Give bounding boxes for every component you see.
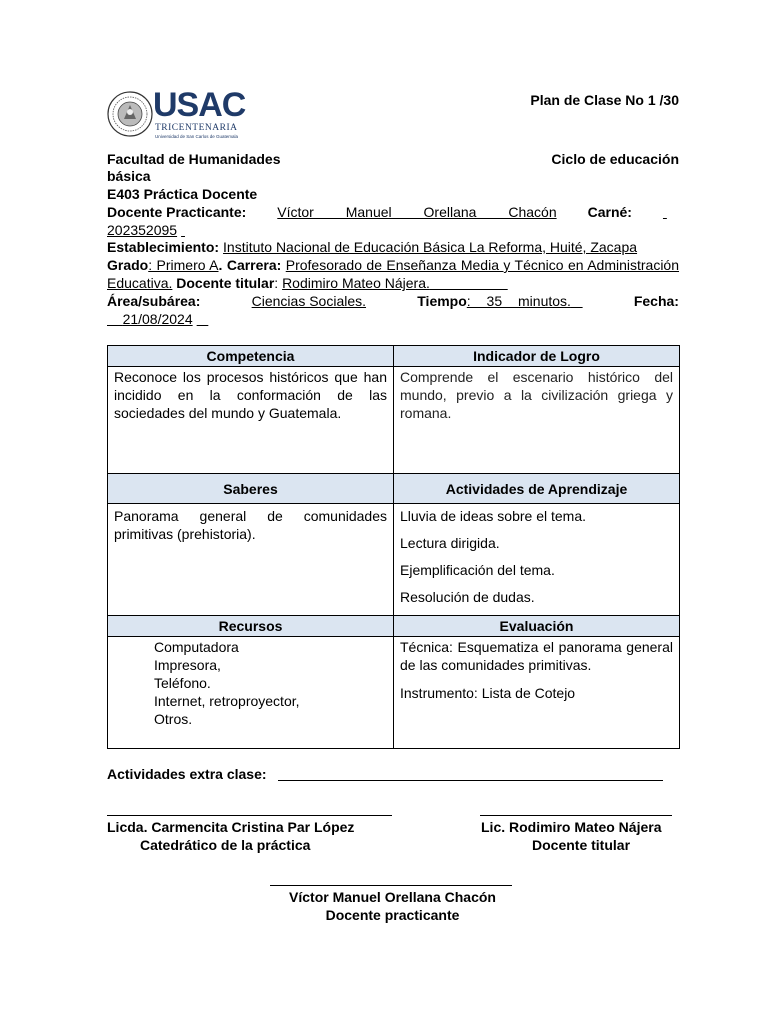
left-signer-role: Catedrático de la práctica (140, 837, 311, 853)
area-row (107, 292, 679, 310)
actividad-item: Lectura dirigida. (400, 535, 500, 551)
establecimiento-value: Instituto Nacional de Educación Básica La Reforma, Huité, Zacapa (223, 239, 638, 255)
docente-practicante-row (107, 203, 679, 221)
facultad-row (107, 150, 679, 168)
usac-logo (107, 86, 247, 142)
actividad-item: Resolución de dudas. (400, 589, 535, 605)
docente-titular-value: Rodimiro Mateo Nájera. (282, 275, 430, 291)
plan-title: Plan de Clase No 1 /30 (530, 92, 679, 108)
recurso-item: Computadora (154, 639, 239, 655)
left-signer-name: Licda. Carmencita Cristina Par López (107, 819, 355, 835)
fecha-value: 21/08/2024 (122, 311, 193, 327)
grado-label: Grado (107, 257, 149, 273)
fecha-label: Fecha: (633, 293, 679, 309)
docente-practicante-label: Docente Practicante: (107, 204, 247, 220)
carrera-value: Profesorado de Enseñanza Media y Técnico en Administración Educativa. (107, 257, 680, 291)
docente-practicante-value: Víctor Manuel Orellana Chacón (277, 204, 557, 220)
competencia-header: Competencia (108, 346, 394, 367)
actividades-cell (394, 504, 680, 616)
fecha-row (107, 310, 679, 328)
center-signer-name: Víctor Manuel Orellana Chacón (289, 889, 496, 905)
plan-table (107, 345, 680, 749)
extra-label: Actividades extra clase: (107, 766, 267, 782)
docente-titular-label: Docente titular (176, 275, 275, 291)
ciclo: Ciclo de educación (551, 151, 679, 167)
right-signature-line (480, 815, 672, 816)
logo-name: USAC (153, 86, 246, 124)
center-signer-role: Docente practicante (325, 907, 460, 923)
grado-value: : Primero A (148, 257, 219, 273)
carne-row (107, 221, 679, 239)
competencia-cell: Reconoce los procesos históricos que han incidido en la conformación de las sociedades del mundo y Guatemala. (108, 367, 394, 474)
actividad-item: Ejemplificación del tema. (400, 562, 555, 578)
carne-label: Carné: (587, 204, 632, 220)
recurso-item: Internet, retroproyector, (154, 693, 300, 709)
curso-row (107, 185, 679, 203)
curso: E403 Práctica Docente (107, 186, 258, 202)
actividades-header: Actividades de Aprendizaje (394, 474, 680, 504)
carrera-label: Carrera: (226, 257, 282, 273)
right-signer-name: Lic. Rodimiro Mateo Nájera (481, 819, 662, 835)
center-signature-line (270, 885, 512, 886)
indicador-header: Indicador de Logro (394, 346, 680, 367)
instrumento: Instrumento: Lista de Cotejo (400, 685, 576, 701)
logo-subtitle: TRICENTENARIA (155, 123, 238, 133)
recurso-item: Teléfono. (154, 675, 211, 691)
tecnica: Técnica: Esquematiza el panorama general de las comunidades primitivas. (400, 639, 673, 673)
saberes-header: Saberes (108, 474, 394, 504)
area-value: Ciencias Sociales. (251, 293, 367, 309)
tiempo-value: : 35 minutos. (466, 293, 571, 309)
tiempo-label: Tiempo (417, 293, 467, 309)
logo-university: Universidad de San Carlos de Guatemala (155, 134, 239, 139)
grado-carrera-row: Grado: Primero A. Carrera: Profesorado de Enseñanza Media y Técnico en Administración Educativa. Docente titular: Rodimiro Mateo Nájera. (107, 257, 680, 291)
recursos-cell (108, 637, 394, 749)
left-signature-line (107, 815, 392, 816)
carne-value: 202352095 (107, 222, 178, 238)
university-seal-icon (107, 91, 153, 137)
actividad-item: Lluvia de ideas sobre el tema. (400, 508, 586, 524)
extra-line (278, 780, 663, 781)
recurso-item: Impresora, (154, 657, 221, 673)
evaluacion-cell (394, 637, 680, 749)
right-signer-role: Docente titular (532, 837, 631, 853)
establecimiento-row (107, 238, 679, 256)
establecimiento-label: Establecimiento: (107, 239, 220, 255)
indicador-cell: Comprende el escenario histórico del mundo, previo a la civilización griega y romana. (394, 367, 680, 474)
evaluacion-header: Evaluación (394, 616, 680, 637)
area-label: Área/subárea: (107, 293, 201, 309)
recurso-item: Otros. (154, 711, 193, 727)
saberes-cell: Panorama general de comunidades primitivas (prehistoria). (108, 504, 394, 616)
ciclo-cont-row (107, 167, 679, 185)
facultad: Facultad de Humanidades (107, 151, 281, 167)
recursos-header: Recursos (108, 616, 394, 637)
ciclo-cont: básica (107, 168, 151, 184)
